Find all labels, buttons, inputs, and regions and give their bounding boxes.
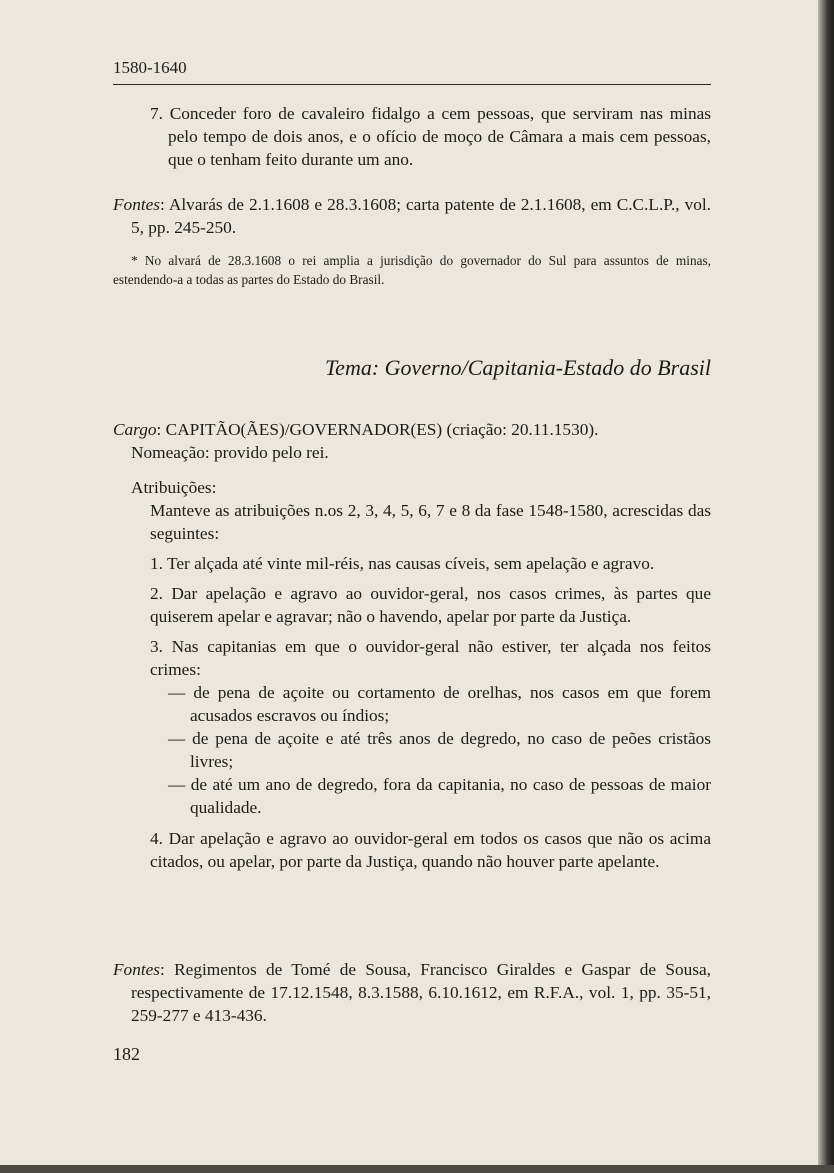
- nomeacao: Nomeação: provido pelo rei.: [131, 443, 329, 462]
- dash-item-2: — de pena de açoite e até três anos de degredo, no caso de peões cristãos livres;: [168, 729, 711, 771]
- footnote-text: * No alvará de 28.3.1608 o rei amplia a jurisdição do governador do Sul para assuntos de minas, estendendo-a a todas as partes do Estado do Brasil.: [113, 253, 711, 287]
- page-bottom-edge: [0, 1165, 834, 1173]
- running-head: 1580-1640: [113, 58, 187, 77]
- header-rule: [113, 84, 711, 85]
- atribuicao-2: 2. Dar apelação e agravo ao ouvidor-geral, nos casos crimes, às partes que quiserem apelar e agravar; não o havendo, apelar por parte da Justiça.: [150, 584, 711, 626]
- dash-item-1: — de pena de açoite ou cortamento de orelhas, nos casos em que forem acusados escravos ou índios;: [168, 683, 711, 725]
- fontes-2: [113, 958, 711, 1027]
- item-7: 7. Conceder foro de cavaleiro fidalgo a cem pessoas, que serviram nas minas pelo tempo de dois anos, e o ofício de moço de Câmara a mais cem pessoas, que o tenham feito durante um ano.: [150, 104, 711, 169]
- atribuicao-1: 1. Ter alçada até vinte mil-réis, nas causas cíveis, sem apelação e agravo.: [150, 554, 655, 573]
- footnote: [113, 251, 711, 289]
- cargo-label: Cargo: [113, 420, 157, 439]
- cargo-block: [113, 418, 711, 464]
- page-number: 182: [113, 1044, 140, 1064]
- fontes-1-label: Fontes: [113, 195, 161, 214]
- atribuicoes-label: Atribuições:: [131, 478, 217, 497]
- atribuicao-3: 3. Nas capitanias em que o ouvidor-geral não estiver, ter alçada nos feitos crimes:: [150, 637, 711, 679]
- item-7-block: [113, 102, 711, 171]
- atribuicoes-block: [113, 476, 711, 873]
- atribuicoes-intro: Manteve as atribuições n.os 2, 3, 4, 5, 6, 7 e 8 da fase 1548-1580, acrescidas das seguintes:: [150, 501, 711, 543]
- page-edge-shadow: [818, 0, 834, 1173]
- dash-item-3: — de até um ano de degredo, fora da capitania, no caso de pessoas de maior qualidade.: [168, 775, 711, 817]
- fontes-1: [113, 193, 711, 239]
- fontes-2-text: : Regimentos de Tomé de Sousa, Francisco Giraldes e Gaspar de Sousa, respectivamente de 17.12.1548, 8.3.1588, 6.10.1612, em R.F.A., vol. 1, pp. 35-51, 259-277 e 413-436.: [131, 960, 711, 1025]
- cargo-text: : CAPITÃO(ÃES)/GOVERNADOR(ES) (criação: 20.11.1530).: [156, 420, 599, 439]
- fontes-2-label: Fontes: [113, 960, 161, 979]
- atribuicao-4: 4. Dar apelação e agravo ao ouvidor-geral em todos os casos que não os acima citados, ou apelar, por parte da Justiça, quando não houver parte apelante.: [150, 829, 711, 871]
- fontes-1-text: : Alvarás de 2.1.1608 e 28.3.1608; carta patente de 2.1.1608, em C.C.L.P., vol. 5, pp. 245-250.: [131, 195, 711, 237]
- theme-heading: Tema: Governo/Capitania-Estado do Brasil: [324, 355, 711, 380]
